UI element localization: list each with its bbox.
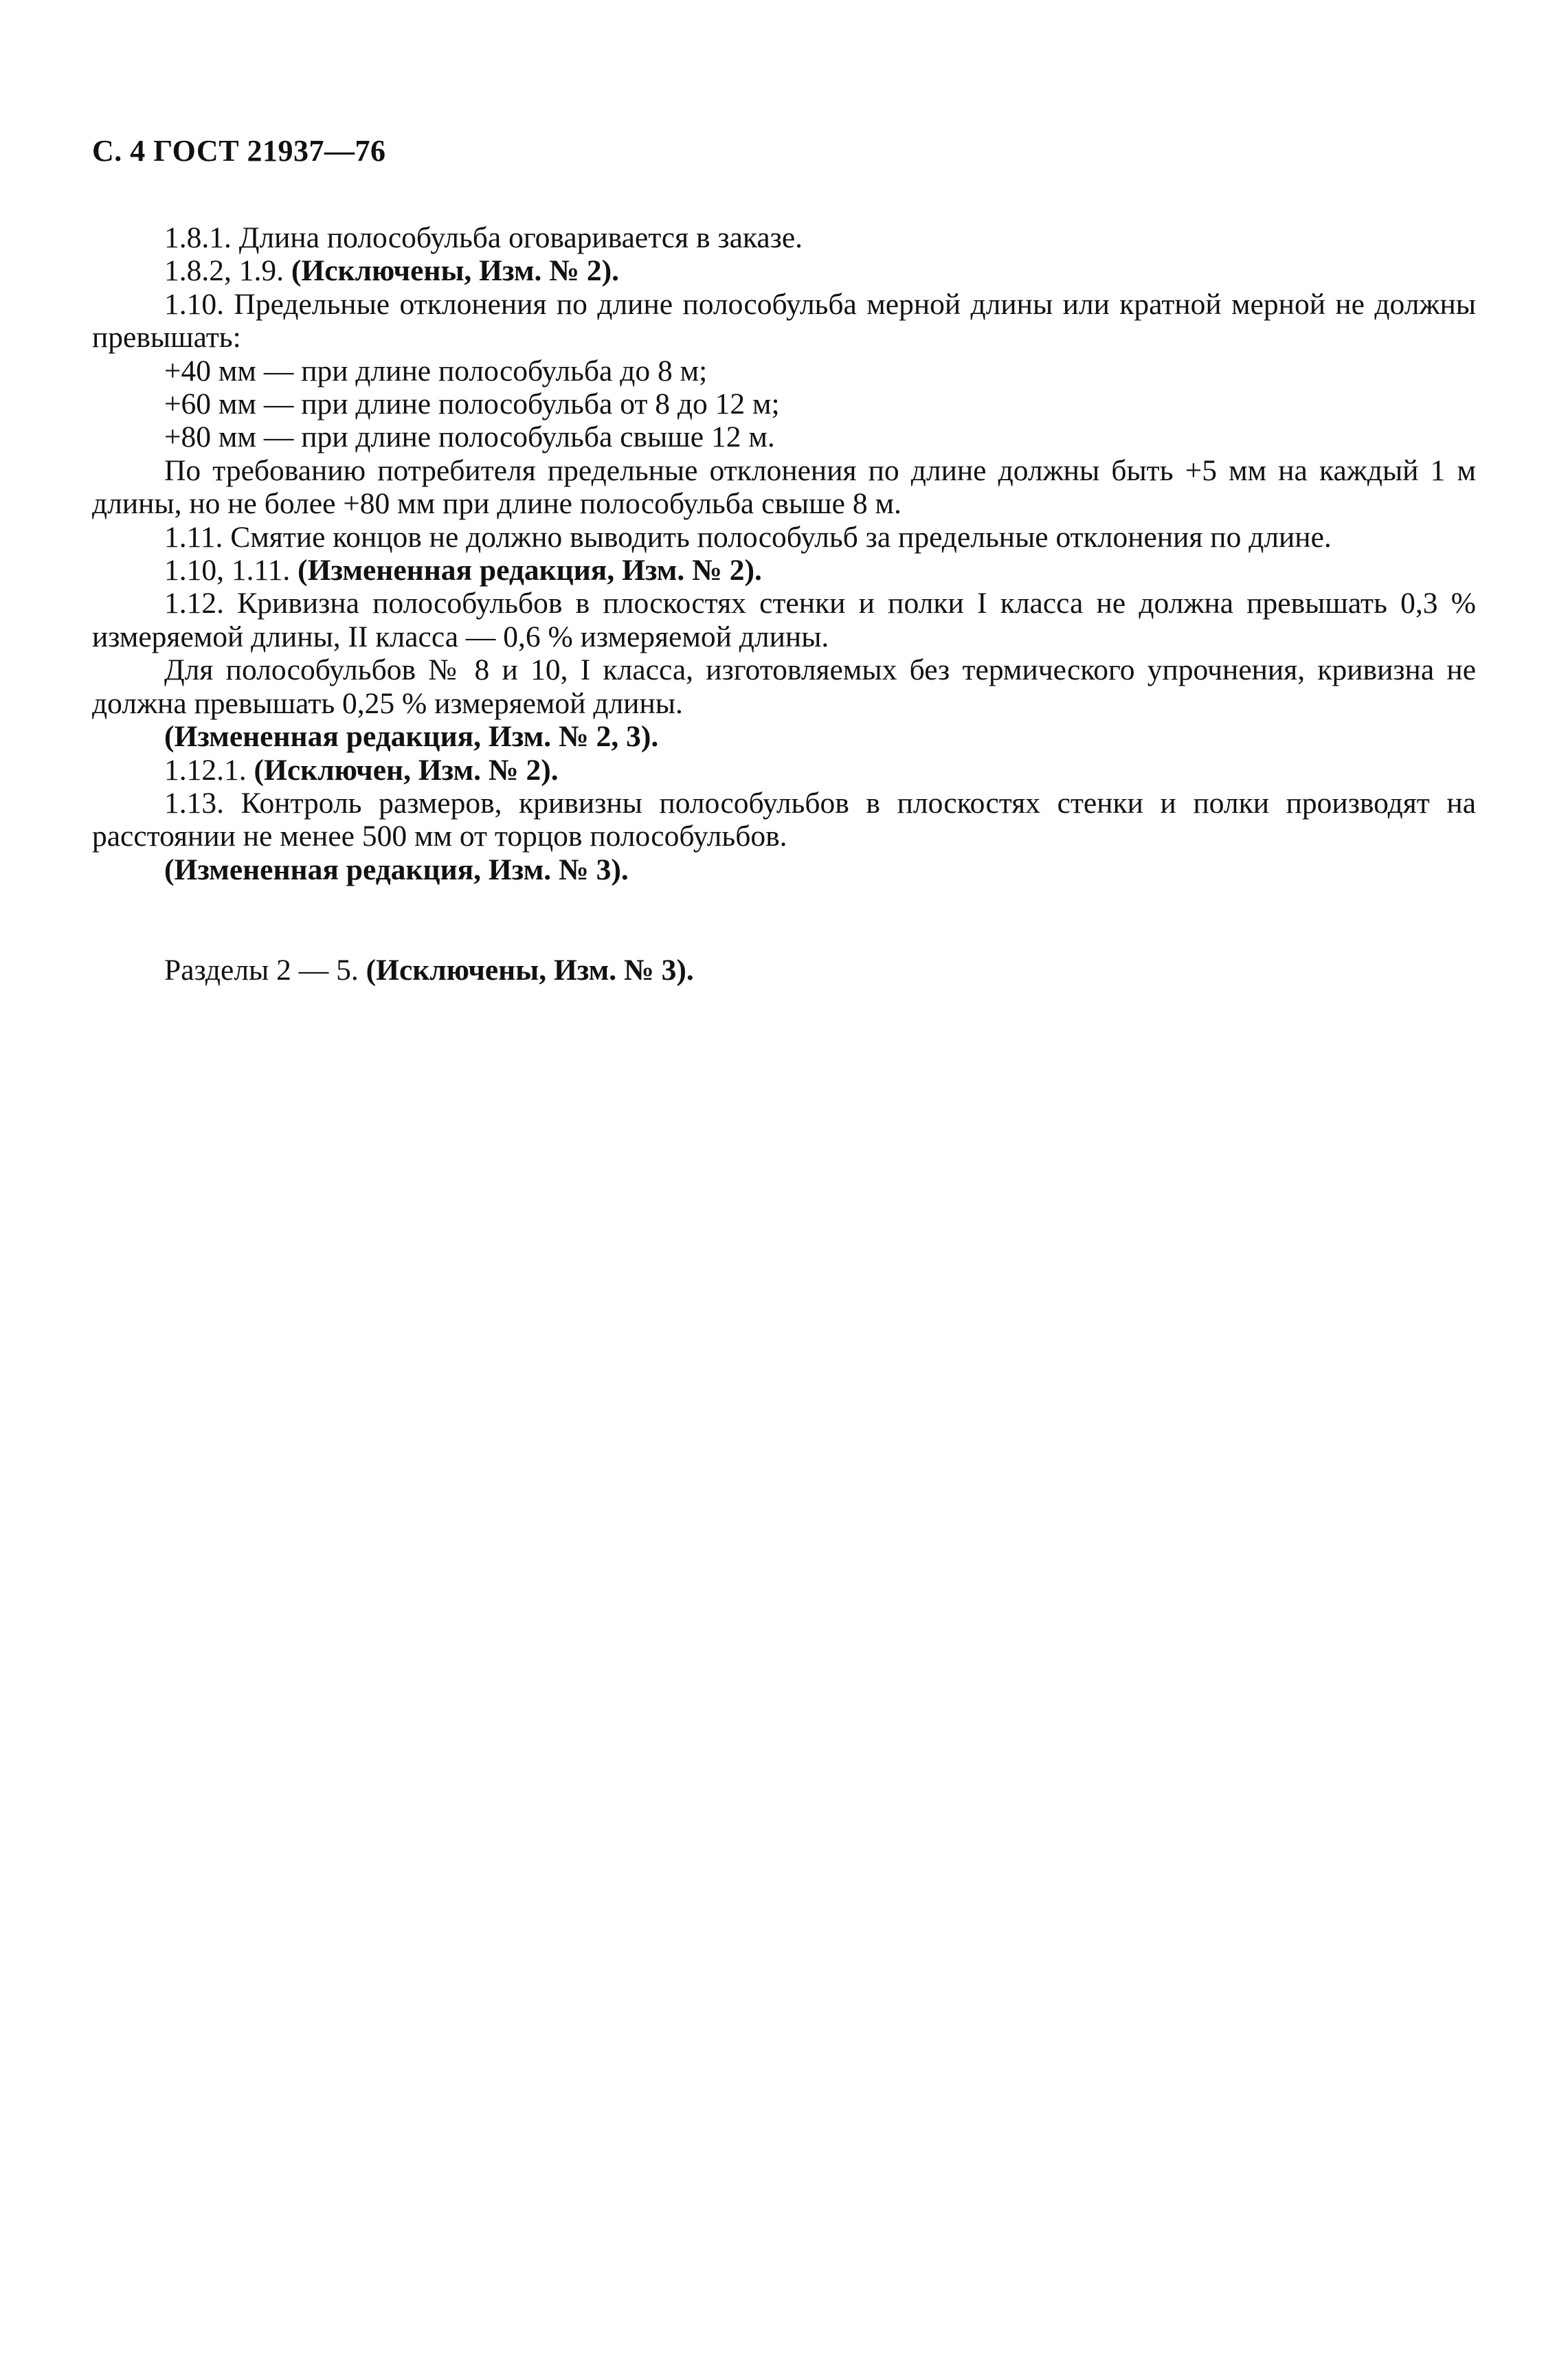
paragraph-1-11: 1.11. Смятие концов не должно выводить полособульб за предельные отклонения по длине. [164,520,1332,554]
amendment-note: (Исключен, Изм. № 2). [254,753,559,787]
clause-number: 1.8.2, 1.9. [164,254,291,288]
amendment-note: (Исключены, Изм. № 2). [291,254,619,288]
amendment-note: (Измененная редакция, Изм. № 2). [298,554,762,587]
paragraph-1-12-1 [92,754,1476,787]
tolerance-item-3: +80 мм — при длине полособульба свыше 12 м. [164,420,775,454]
paragraph-1-8-2 [92,254,1476,287]
amendment-note-3: (Измененная редакция, Изм. № 3). [164,853,629,886]
amendment-note-2-3: (Измененная редакция, Изм. № 2, 3). [164,720,659,754]
paragraph-consumer-requirement: По требованию потребителя предельные отклонения по длине должны быть +5 мм на каждый 1 м длины, но не более +80 мм при длине полособульба свыше 8 м. [92,453,1476,521]
tolerance-item-1: +40 мм — при длине полособульба до 8 м; [164,354,708,388]
paragraph-1-10: 1.10. Предельные отклонения по длине полособульба мерной длины или кратной мерной не должны превышать: [92,287,1476,355]
section-gap [92,886,1476,954]
paragraph-1-8-1: 1.8.1. Длина полособульба оговаривается в заказе. [164,221,803,254]
amendment-note: (Исключены, Изм. № 3). [366,954,694,987]
clause-number: 1.10, 1.11. [164,554,298,587]
document-body [92,221,1476,987]
sections-label: Разделы 2 — 5. [164,954,366,987]
paragraph-1-13: 1.13. Контроль размеров, кривизны полособульбов в плоскостях стенки и полки производят на расстоянии не менее 500 мм от торцов полособульбов. [92,786,1476,853]
paragraph-1-12: 1.12. Кривизна полособульбов в плоскостях стенки и полки I класса не должна превышать 0,3 % измеряемой длины, II класса — 0,6 % измеряемой длины. [92,587,1476,653]
clause-number: 1.12.1. [164,753,254,787]
page-header: С. 4 ГОСТ 21937—76 [92,134,386,168]
paragraph-sections-2-5 [92,954,1476,987]
tolerance-item-2: +60 мм — при длине полособульба от 8 до 12 м; [164,388,780,421]
paragraph-1-10-1-11-note [92,554,1476,587]
paragraph-curvature-class-i: Для полособульбов № 8 и 10, I класса, изготовляемых без термического упрочнения, кривизна не должна превышать 0,25 % измеряемой длины. [92,653,1476,720]
